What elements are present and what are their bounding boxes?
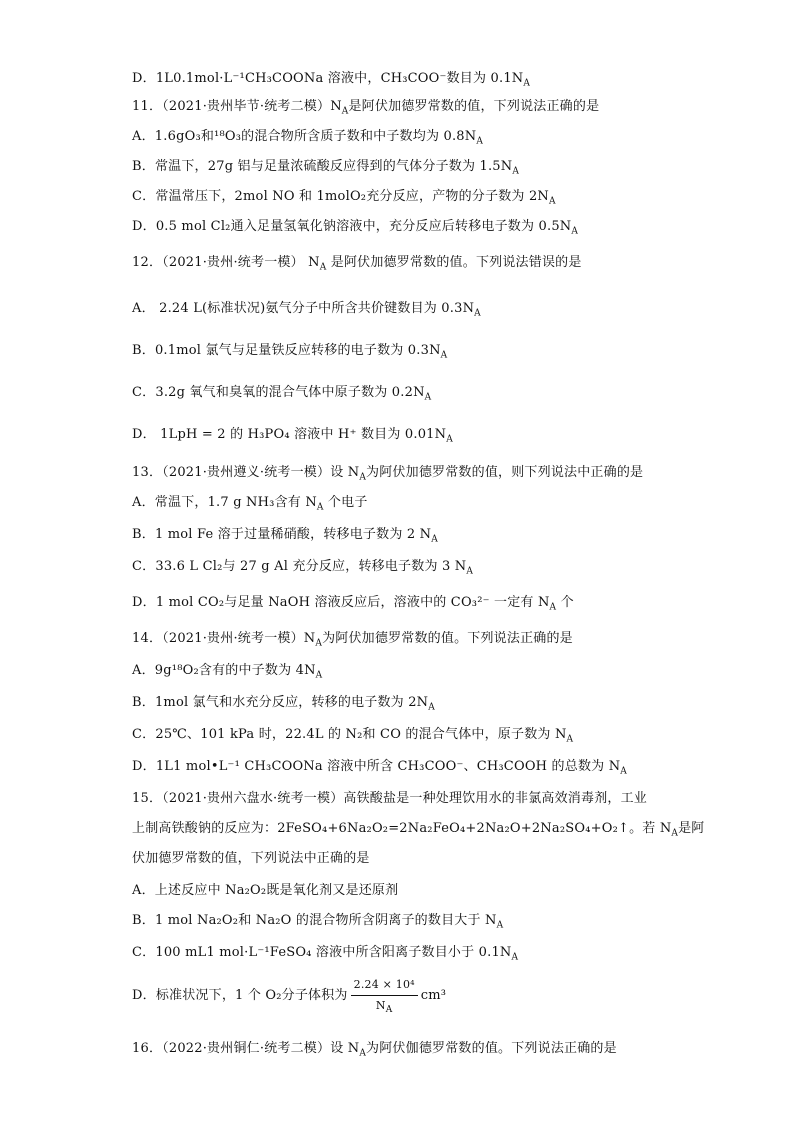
text-line-l8: A． 2.24 L(标准状况)氨气分子中所含共价键数目为 $0.3N_A$ (132, 301, 481, 319)
fraction-unit: cm³ (420, 988, 447, 1003)
text-line-l29: 16．（2022·贵州铜仁·统考二模）设 $N_A$为阿伏伽德罗常数的值。下列说法正确的是 (132, 1041, 617, 1059)
text-line-l18: A．9g¹⁸O₂含有的中子数为 $4N_A$ (132, 663, 323, 681)
text-line-l21: D．1L1 mol•L⁻¹ CH₃COONa 溶液中所含 CH₃COO⁻、CH₃COOH 的总数为 $N_A$ (132, 759, 627, 777)
fraction-numerator: 2.24 × 10⁴ (351, 976, 418, 996)
text-line-l26: B．1 mol Na₂O₂和 Na₂O 的混合物所含阴离子的数目大于 $N_A$ (132, 913, 504, 931)
text-line-l9: B．0.1mol 氯气与足量铁反应转移的电子数为 $0.3N_A$ (132, 343, 448, 361)
text-line-l11: D． 1LpH = 2 的 H₃PO₄ 溶液中 H⁺ 数目为 $0.01N_A$ (132, 427, 453, 445)
text-line-l14: B．1 mol Fe 溶于过量稀硝酸，转移电子数为 2 $N_A$ (132, 527, 438, 545)
text-line-l6: D．0.5 mol Cl₂通入足量氢氧化钠溶液中，充分反应后转移电子数为 $0.5N_A$ (132, 219, 579, 237)
text-line-l16: D．1 mol CO₂与足量 NaOH 溶液反应后，溶液中的 CO₃²⁻ 一定有 $N_A$ 个 (132, 595, 574, 613)
text-line-l27: C．100 mL1 mol·L⁻¹FeSO₄ 溶液中所含阳离子数目小于 $0.1N_A$ (132, 945, 519, 963)
text-line-l5: C．常温常压下，2mol NO 和 1molO₂充分反应，产物的分子数为 $2N_A$ (132, 189, 556, 207)
text-line-l7: 12．（2021·贵州·统考一模） $N_A$ 是阿伏加德罗常数的值。下列说法错误的是 (132, 255, 582, 273)
text-line-l12: 13．（2021·贵州遵义·统考一模）设 $N_A$为阿伏加德罗常数的值，则下列说法中正确的是 (132, 465, 644, 483)
text-line-l15: C．33.6 L Cl₂与 27 g Al 充分反应，转移电子数为 3 $N_A$ (132, 559, 474, 577)
text-line-l22: 15．（2021·贵州六盘水·统考一模）高铁酸盐是一种处理饮用水的非氯高效消毒剂，工业 (132, 791, 647, 806)
text-line-l1: D．1L0.1mol·L⁻¹CH₃COONa 溶液中，CH₃COO⁻数目为 $0.1N_A$ (132, 71, 531, 89)
text-line-l10: C．3.2g 氧气和臭氧的混合气体中原子数为 $0.2N_A$ (132, 385, 432, 403)
fraction-expression (351, 976, 418, 1015)
text-line-l24: 伏加德罗常数的值，下列说法中正确的是 (132, 851, 370, 866)
text-line-l23: 上制高铁酸钠的反应为：2FeSO₄+6Na₂O₂=2Na₂FeO₄+2Na₂O+2Na₂SO₄+O₂↑。若 $N_A$是阿 (132, 821, 705, 839)
text-line-l20: C．25℃、101 kPa 时，22.4L 的 N₂和 CO 的混合气体中，原子数为 $N_A$ (132, 727, 574, 745)
text-line-l4: B．常温下，27g 铝与足量浓硫酸反应得到的气体分子数为 $1.5N_A$ (132, 159, 520, 177)
text-line-l25: A．上述反应中 Na₂O₂既是氧化剂又是还原剂 (132, 883, 399, 898)
text-line-l2: 11．（2021·贵州毕节·统考二模）$N_A$是阿伏加德罗常数的值，下列说法正确的是 (132, 99, 600, 117)
text-line-l19: B．1mol 氯气和水充分反应，转移的电子数为 $2N_A$ (132, 695, 435, 713)
text-line-l13: A．常温下，1.7 g NH₃含有 $N_A$ 个电子 (132, 495, 368, 513)
text-line-l3: A．1.6gO₃和¹⁸O₃的混合物所含质子数和中子数均为 $0.8N_A$ (132, 129, 484, 147)
text-line-l17: 14．（2021·贵州·统考一模）$N_A$为阿伏加德罗常数的值。下列说法正确的是 (132, 631, 573, 649)
text-line-l28: D．标准状况下，1 个 O₂分子体积为 $\frac{\text{2.24 × 10⁴}}{N_A}$ cm³ (132, 978, 447, 1016)
fraction-denominator: $N_A$ (375, 999, 393, 1016)
